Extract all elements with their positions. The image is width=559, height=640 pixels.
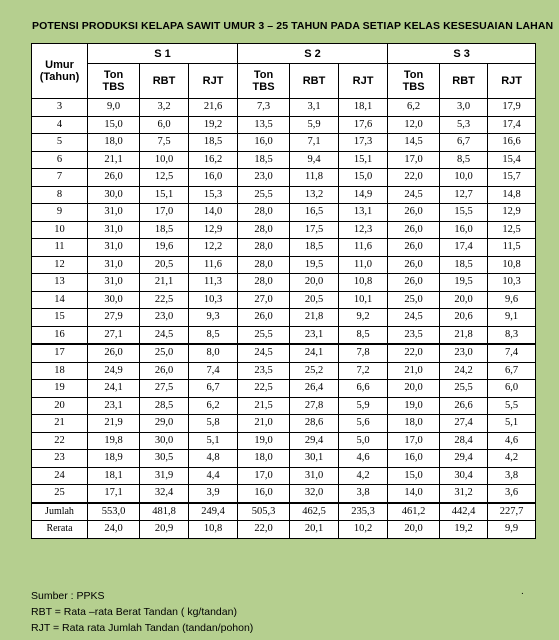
row-label: 12 — [32, 256, 88, 274]
table-cell: 31,0 — [88, 239, 140, 257]
table-row — [32, 99, 536, 117]
table-cell: 24,0 — [88, 521, 140, 539]
table-cell: 9,4 — [290, 151, 339, 169]
table-cell: 27,8 — [290, 397, 339, 415]
table-row — [32, 204, 536, 222]
table-cell: 27,5 — [140, 380, 189, 398]
table-cell: 22,0 — [388, 169, 440, 187]
table-cell: 5,1 — [189, 432, 238, 450]
table-cell: 3,0 — [440, 99, 488, 117]
row-label: 23 — [32, 450, 88, 468]
production-table — [31, 43, 536, 539]
row-label: 9 — [32, 204, 88, 222]
table-cell: 14,0 — [388, 485, 440, 503]
row-label: 21 — [32, 415, 88, 433]
table-cell: 31,0 — [88, 204, 140, 222]
table-cell: 3,2 — [140, 99, 189, 117]
table-cell: 10,1 — [339, 291, 388, 309]
row-label: 25 — [32, 485, 88, 503]
row-label: 13 — [32, 274, 88, 292]
table-cell: 15,0 — [88, 116, 140, 134]
table-cell: 17,0 — [140, 204, 189, 222]
table-cell: 16,0 — [440, 221, 488, 239]
row-label: 16 — [32, 326, 88, 344]
table-cell: 26,4 — [290, 380, 339, 398]
row-label: 8 — [32, 186, 88, 204]
table-cell: 9,9 — [488, 521, 536, 539]
table-cell: 24,5 — [140, 326, 189, 344]
table-cell: 3,6 — [488, 485, 536, 503]
table-cell: 31,0 — [88, 256, 140, 274]
table-cell: 23,0 — [140, 309, 189, 327]
table-cell: 28,0 — [238, 204, 290, 222]
table-cell: 12,0 — [388, 116, 440, 134]
table-cell: 12,9 — [189, 221, 238, 239]
stray-mark: . — [521, 586, 524, 597]
table-cell: 5,8 — [189, 415, 238, 433]
table-cell: 4,6 — [488, 432, 536, 450]
table-row — [32, 309, 536, 327]
table-cell: 11,8 — [290, 169, 339, 187]
table-cell: 5,9 — [339, 397, 388, 415]
table-row — [32, 274, 536, 292]
subheader-rjt: RJT — [488, 64, 536, 99]
table-cell: 19,0 — [238, 432, 290, 450]
row-label: 10 — [32, 221, 88, 239]
table-cell: 8,3 — [488, 326, 536, 344]
table-cell: 28,5 — [140, 397, 189, 415]
table-cell: 26,0 — [388, 256, 440, 274]
footnote-rbt: RBT = Rata –rata Berat Tandan ( kg/tandan) — [31, 606, 237, 618]
table-cell: 10,8 — [189, 521, 238, 539]
table-row — [32, 186, 536, 204]
table-cell: 7,2 — [339, 362, 388, 380]
row-label: 17 — [32, 344, 88, 362]
table-cell: 227,7 — [488, 503, 536, 521]
table-cell: 5,5 — [488, 397, 536, 415]
row-label: 14 — [32, 291, 88, 309]
table-cell: 26,0 — [140, 362, 189, 380]
table-cell: 6,7 — [440, 134, 488, 152]
table-cell: 26,0 — [388, 239, 440, 257]
table-cell: 3,9 — [189, 485, 238, 503]
table-cell: 20,9 — [140, 521, 189, 539]
table-cell: 17,6 — [339, 116, 388, 134]
table-cell: 30,0 — [88, 186, 140, 204]
table-cell: 32,0 — [290, 485, 339, 503]
table-cell: 14,0 — [189, 204, 238, 222]
table-cell: 25,2 — [290, 362, 339, 380]
table-row — [32, 221, 536, 239]
table-cell: 6,7 — [189, 380, 238, 398]
row-label: 20 — [32, 397, 88, 415]
table-cell: 32,4 — [140, 485, 189, 503]
table-cell: 31,0 — [88, 274, 140, 292]
table-cell: 17,1 — [88, 485, 140, 503]
table-cell: 15,7 — [488, 169, 536, 187]
row-label: 4 — [32, 116, 88, 134]
table-cell: 24,9 — [88, 362, 140, 380]
table-cell: 20,1 — [290, 521, 339, 539]
table-cell: 10,3 — [189, 291, 238, 309]
subheader-rjt: RJT — [339, 64, 388, 99]
table-cell: 20,6 — [440, 309, 488, 327]
table-cell: 7,8 — [339, 344, 388, 362]
row-label: Rerata — [32, 521, 88, 539]
table-cell: 24,5 — [238, 344, 290, 362]
table-cell: 23,1 — [290, 326, 339, 344]
table-cell: 23,0 — [440, 344, 488, 362]
table-cell: 9,3 — [189, 309, 238, 327]
table-cell: 17,9 — [488, 99, 536, 117]
table-cell: 7,3 — [238, 99, 290, 117]
table-cell: 17,0 — [388, 151, 440, 169]
page-title: POTENSI PRODUKSI KELAPA SAWIT UMUR 3 – 25 TAHUN PADA SETIAP KELAS KESESUAIAN LAHAN — [32, 20, 554, 32]
table-cell: 26,0 — [88, 344, 140, 362]
table-cell: 9,2 — [339, 309, 388, 327]
table-cell: 11,0 — [339, 256, 388, 274]
table-cell: 8,0 — [189, 344, 238, 362]
table-cell: 17,3 — [339, 134, 388, 152]
table-cell: 16,2 — [189, 151, 238, 169]
table-cell: 18,0 — [238, 450, 290, 468]
table-cell: 16,0 — [238, 134, 290, 152]
table-cell: 4,8 — [189, 450, 238, 468]
row-label: 15 — [32, 309, 88, 327]
table-cell: 22,5 — [140, 291, 189, 309]
subheader-ton-tbs: Ton TBS — [88, 64, 140, 99]
table-cell: 30,1 — [290, 450, 339, 468]
subheader-rbt: RBT — [290, 64, 339, 99]
table-cell: 18,0 — [388, 415, 440, 433]
table-row — [32, 326, 536, 344]
row-label: 22 — [32, 432, 88, 450]
table-cell: 14,9 — [339, 186, 388, 204]
table-row — [32, 291, 536, 309]
table-cell: 5,0 — [339, 432, 388, 450]
table-cell: 17,5 — [290, 221, 339, 239]
table-cell: 4,2 — [339, 467, 388, 485]
row-label: 6 — [32, 151, 88, 169]
table-row — [32, 450, 536, 468]
table-cell: 3,8 — [339, 485, 388, 503]
table-cell: 7,5 — [140, 134, 189, 152]
table-cell: 20,0 — [388, 380, 440, 398]
table-cell: 12,9 — [488, 204, 536, 222]
table-cell: 27,0 — [238, 291, 290, 309]
row-label: 19 — [32, 380, 88, 398]
group-header-s1: S 1 — [88, 44, 238, 64]
row-label: 11 — [32, 239, 88, 257]
table-cell: 461,2 — [388, 503, 440, 521]
table-cell: 21,0 — [388, 362, 440, 380]
table-cell: 18,9 — [88, 450, 140, 468]
table-cell: 18,5 — [290, 239, 339, 257]
table-cell: 12,2 — [189, 239, 238, 257]
table-cell: 5,6 — [339, 415, 388, 433]
table-cell: 22,0 — [238, 521, 290, 539]
table-cell: 19,2 — [440, 521, 488, 539]
table-cell: 18,5 — [440, 256, 488, 274]
table-cell: 20,5 — [290, 291, 339, 309]
subheader-ton-tbs: Ton TBS — [238, 64, 290, 99]
table-cell: 21,5 — [238, 397, 290, 415]
table-cell: 4,6 — [339, 450, 388, 468]
table-cell: 24,2 — [440, 362, 488, 380]
table-cell: 6,7 — [488, 362, 536, 380]
table-cell: 6,0 — [488, 380, 536, 398]
table-cell: 7,4 — [189, 362, 238, 380]
table-row — [32, 116, 536, 134]
table-row — [32, 467, 536, 485]
table-cell: 15,4 — [488, 151, 536, 169]
table-cell: 26,0 — [88, 169, 140, 187]
table-cell: 24,5 — [388, 309, 440, 327]
subheader-rjt: RJT — [189, 64, 238, 99]
table-cell: 10,8 — [488, 256, 536, 274]
table-cell: 7,4 — [488, 344, 536, 362]
table-cell: 3,8 — [488, 467, 536, 485]
umur-header-line1: Umur — [45, 59, 74, 71]
table-cell: 22,5 — [238, 380, 290, 398]
table-cell: 15,0 — [339, 169, 388, 187]
subheader-rbt: RBT — [440, 64, 488, 99]
row-label: 3 — [32, 99, 88, 117]
table-cell: 8,5 — [440, 151, 488, 169]
row-label: 7 — [32, 169, 88, 187]
table-cell: 30,5 — [140, 450, 189, 468]
table-cell: 25,5 — [238, 186, 290, 204]
table-cell: 19,5 — [290, 256, 339, 274]
table-cell: 28,0 — [238, 221, 290, 239]
table-cell: 11,6 — [339, 239, 388, 257]
table-cell: 6,0 — [140, 116, 189, 134]
table-cell: 29,0 — [140, 415, 189, 433]
table-cell: 20,0 — [388, 521, 440, 539]
table-cell: 10,0 — [440, 169, 488, 187]
table-cell: 505,3 — [238, 503, 290, 521]
table-cell: 4,4 — [189, 467, 238, 485]
table-cell: 26,0 — [388, 204, 440, 222]
table-cell: 10,2 — [339, 521, 388, 539]
table-cell: 19,5 — [440, 274, 488, 292]
table-cell: 28,6 — [290, 415, 339, 433]
table-cell: 21,8 — [440, 326, 488, 344]
table-cell: 14,5 — [388, 134, 440, 152]
table-cell: 14,8 — [488, 186, 536, 204]
table-cell: 17,0 — [388, 432, 440, 450]
footnote-rjt: RJT = Rata rata Jumlah Tandan (tandan/pohon) — [31, 622, 254, 634]
table-cell: 13,5 — [238, 116, 290, 134]
table-cell: 249,4 — [189, 503, 238, 521]
row-label: Jumlah — [32, 503, 88, 521]
table-cell: 5,1 — [488, 415, 536, 433]
table-row — [32, 344, 536, 362]
row-label: 18 — [32, 362, 88, 380]
footnotes — [31, 588, 253, 636]
table-cell: 5,9 — [290, 116, 339, 134]
table-cell: 20,0 — [440, 291, 488, 309]
table-cell: 17,0 — [238, 467, 290, 485]
row-label: 24 — [32, 467, 88, 485]
table-cell: 30,0 — [140, 432, 189, 450]
table-cell: 6,6 — [339, 380, 388, 398]
table-cell: 28,4 — [440, 432, 488, 450]
table-cell: 9,0 — [88, 99, 140, 117]
table-row — [32, 169, 536, 187]
table-cell: 25,0 — [388, 291, 440, 309]
table-row — [32, 380, 536, 398]
table-row — [32, 239, 536, 257]
table-cell: 16,5 — [290, 204, 339, 222]
table-cell: 4,2 — [488, 450, 536, 468]
umur-header — [32, 44, 88, 99]
table-cell: 8,5 — [339, 326, 388, 344]
table-cell: 18,0 — [88, 134, 140, 152]
table-cell: 6,2 — [189, 397, 238, 415]
table-cell: 13,2 — [290, 186, 339, 204]
footnote-source: Sumber : PPKS — [31, 590, 105, 602]
table-cell: 12,7 — [440, 186, 488, 204]
table-cell: 28,0 — [238, 239, 290, 257]
table-cell: 23,5 — [238, 362, 290, 380]
table-cell: 12,3 — [339, 221, 388, 239]
table-row — [32, 485, 536, 503]
table-cell: 15,3 — [189, 186, 238, 204]
table-cell: 21,1 — [140, 274, 189, 292]
table-cell: 26,6 — [440, 397, 488, 415]
table-cell: 20,0 — [290, 274, 339, 292]
table-cell: 20,5 — [140, 256, 189, 274]
table-cell: 19,0 — [388, 397, 440, 415]
table-cell: 21,1 — [88, 151, 140, 169]
table-cell: 26,0 — [238, 309, 290, 327]
table-cell: 23,5 — [388, 326, 440, 344]
table-cell: 235,3 — [339, 503, 388, 521]
table-cell: 27,4 — [440, 415, 488, 433]
table-cell: 28,0 — [238, 274, 290, 292]
table-cell: 21,9 — [88, 415, 140, 433]
table-cell: 3,1 — [290, 99, 339, 117]
table-cell: 17,4 — [440, 239, 488, 257]
table-cell: 24,5 — [388, 186, 440, 204]
table-cell: 31,2 — [440, 485, 488, 503]
table-cell: 16,0 — [189, 169, 238, 187]
table-cell: 15,1 — [339, 151, 388, 169]
table-cell: 11,5 — [488, 239, 536, 257]
table-cell: 24,1 — [290, 344, 339, 362]
table-cell: 18,5 — [189, 134, 238, 152]
table-cell: 30,0 — [88, 291, 140, 309]
table-cell: 31,0 — [290, 467, 339, 485]
table-row — [32, 362, 536, 380]
group-header-s2: S 2 — [238, 44, 388, 64]
umur-header-line2: (Tahun) — [39, 71, 80, 83]
table-cell: 27,1 — [88, 326, 140, 344]
table-cell: 15,0 — [388, 467, 440, 485]
table-row — [32, 397, 536, 415]
subheader-rbt: RBT — [140, 64, 189, 99]
table-cell: 29,4 — [440, 450, 488, 468]
table-cell: 12,5 — [488, 221, 536, 239]
table-body — [32, 99, 536, 539]
table-cell: 19,6 — [140, 239, 189, 257]
table-cell: 9,6 — [488, 291, 536, 309]
table-cell: 18,1 — [339, 99, 388, 117]
table-cell: 10,3 — [488, 274, 536, 292]
subheader-ton-tbs: Ton TBS — [388, 64, 440, 99]
table-row — [32, 256, 536, 274]
table-cell: 25,5 — [440, 380, 488, 398]
table-cell: 27,9 — [88, 309, 140, 327]
table-cell: 15,5 — [440, 204, 488, 222]
table-cell: 22,0 — [388, 344, 440, 362]
table-cell: 21,6 — [189, 99, 238, 117]
table-cell: 442,4 — [440, 503, 488, 521]
table-row — [32, 503, 536, 521]
table-row — [32, 432, 536, 450]
table-cell: 18,5 — [140, 221, 189, 239]
table-cell: 13,1 — [339, 204, 388, 222]
table-cell: 23,1 — [88, 397, 140, 415]
table-row — [32, 415, 536, 433]
table-cell: 481,8 — [140, 503, 189, 521]
table-cell: 25,0 — [140, 344, 189, 362]
table-cell: 6,2 — [388, 99, 440, 117]
table-cell: 19,2 — [189, 116, 238, 134]
table-cell: 16,0 — [388, 450, 440, 468]
table-cell: 462,5 — [290, 503, 339, 521]
row-label: 5 — [32, 134, 88, 152]
table-row — [32, 134, 536, 152]
table-cell: 24,1 — [88, 380, 140, 398]
table-cell: 9,1 — [488, 309, 536, 327]
table-cell: 553,0 — [88, 503, 140, 521]
table-cell: 10,0 — [140, 151, 189, 169]
table-cell: 29,4 — [290, 432, 339, 450]
table-cell: 19,8 — [88, 432, 140, 450]
table-cell: 17,4 — [488, 116, 536, 134]
table-cell: 21,0 — [238, 415, 290, 433]
table-cell: 11,6 — [189, 256, 238, 274]
table-cell: 5,3 — [440, 116, 488, 134]
table-cell: 7,1 — [290, 134, 339, 152]
table-cell: 10,8 — [339, 274, 388, 292]
group-header-s3: S 3 — [388, 44, 536, 64]
table-cell: 25,5 — [238, 326, 290, 344]
table-cell: 11,3 — [189, 274, 238, 292]
table-cell: 31,9 — [140, 467, 189, 485]
table-cell: 15,1 — [140, 186, 189, 204]
table-cell: 26,0 — [388, 221, 440, 239]
table-cell: 30,4 — [440, 467, 488, 485]
table-cell: 31,0 — [88, 221, 140, 239]
table-cell: 28,0 — [238, 256, 290, 274]
table-row — [32, 521, 536, 539]
table-cell: 26,0 — [388, 274, 440, 292]
table-cell: 8,5 — [189, 326, 238, 344]
table-cell: 21,8 — [290, 309, 339, 327]
table-cell: 16,0 — [238, 485, 290, 503]
table-cell: 16,6 — [488, 134, 536, 152]
table-cell: 23,0 — [238, 169, 290, 187]
table-row — [32, 151, 536, 169]
table-cell: 12,5 — [140, 169, 189, 187]
table-cell: 18,1 — [88, 467, 140, 485]
table-cell: 18,5 — [238, 151, 290, 169]
